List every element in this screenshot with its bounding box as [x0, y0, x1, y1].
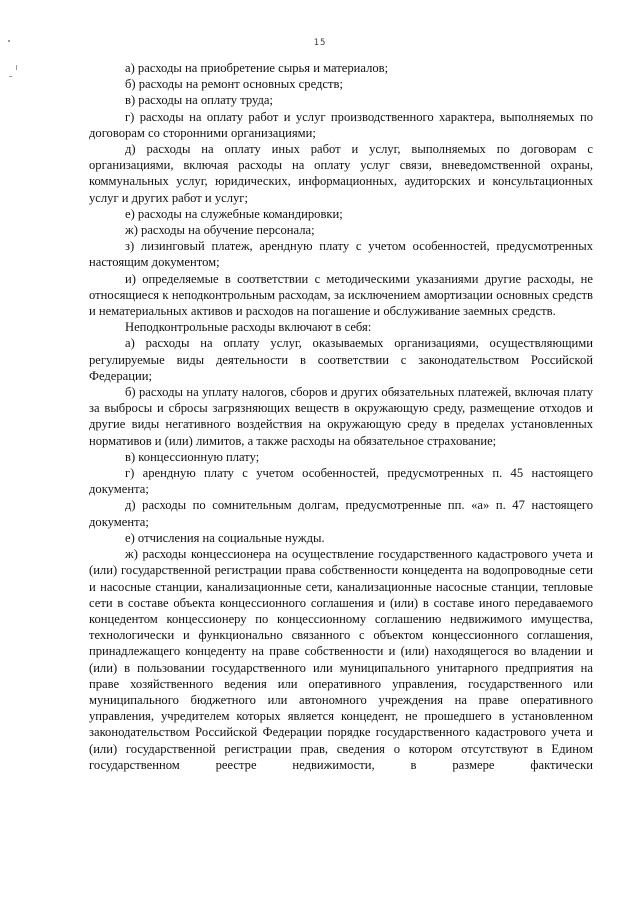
- paragraph-other-services: д) расходы на оплату иных работ и услуг, выполняемых по договорам с организациями, включая расходы на оплату услуг связи, вневедомственной охраны, коммунальных услуг, юридических, информационных, аудиторских и консультационных услуг и других работ и услуг;: [89, 142, 593, 205]
- page-number: 15: [313, 38, 327, 48]
- paragraph-taxes: б) расходы на уплату налогов, сборов и других обязательных платежей, включая плату за выбросы и сбросы загрязняющих веществ в окружающую среду, размещение отходов и другие виды негативного воздействия на окружающую среду в пределах установленных нормативов и (или) лимитов, а также расходы на обязательное страхование;: [89, 385, 593, 448]
- paragraph-production-services: г) расходы на оплату работ и услуг производственного характера, выполняемых по договорам со сторонними организациями;: [89, 109, 593, 140]
- paragraph-concession-fee: в) концессионную плату;: [125, 449, 260, 464]
- paragraph-training: ж) расходы на обучение персонала;: [125, 223, 315, 238]
- paragraph-cadastral-registration: ж) расходы концессионера на осуществление государственного кадастрового учета и (или) государственной регистрации права собственности концедента на водопроводные сети и насосные станции, канализационные сети, канализационные насосные станции, тепловые сети в составе объекта концессионного соглашения и (или) в составе иного передаваемого концедентом концессионеру по концессионному соглашению недвижимого имущества, технологически и функционально связанного с объектом концессионного соглашения, принадлежащего концеденту на праве собственности и (или) находящегося во владении и (или) в пользовании государственного или муниципального унитарного предприятия на праве хозяйственного ведения или оперативного управления, государственного или муниципального бюджетного или автономного учреждения на праве оперативного управления, учредителем которых является концедент, не прошедшего в установленном законодательством Российской Федерации порядке государственного кадастрового учета и (или) государственной регистрации прав, сведения о котором отсутствуют в Едином государственном реестре недвижимости, в размере фактически: [89, 547, 593, 772]
- paragraph-social-contributions: е) отчисления на социальные нужды.: [125, 530, 325, 545]
- paragraph-repair: б) расходы на ремонт основных средств;: [125, 77, 343, 92]
- document-body: [89, 60, 593, 773]
- scan-edge-mark: [9, 76, 12, 77]
- paragraph-uncontrolled-heading: Неподконтрольные расходы включают в себя:: [125, 320, 372, 335]
- paragraph-regulated-services: а) расходы на оплату услуг, оказываемых организациями, осуществляющими регулируемые виды деятельности в соответствии с законодательством Российской Федерации;: [89, 336, 593, 383]
- paragraph-raw-materials: а) расходы на приобретение сырья и материалов;: [125, 61, 389, 75]
- paragraph-wages: в) расходы на оплату труда;: [125, 93, 274, 108]
- paragraph-business-trips: е) расходы на служебные командировки;: [125, 206, 343, 221]
- paragraph-doubtful-debts: д) расходы по сомнительным долгам, предусмотренные пп. «а» п. 47 настоящего документа;: [89, 498, 593, 529]
- paragraph-leasing: з) лизинговый платеж, арендную плату с учетом особенностей, предусмотренных настоящим документом;: [89, 239, 593, 270]
- paragraph-rent: г) арендную плату с учетом особенностей, предусмотренных п. 45 настоящего документа;: [89, 466, 593, 497]
- scan-edge-mark: [16, 65, 17, 70]
- paragraph-other-expenses: и) определяемые в соответствии с методическими указаниями другие расходы, не относящиеся к неподконтрольным расходам, за исключением амортизации основных средств и нематериальных активов и расходов на погашение и обслуживание заемных средств.: [89, 271, 593, 319]
- scan-edge-mark: [8, 40, 10, 42]
